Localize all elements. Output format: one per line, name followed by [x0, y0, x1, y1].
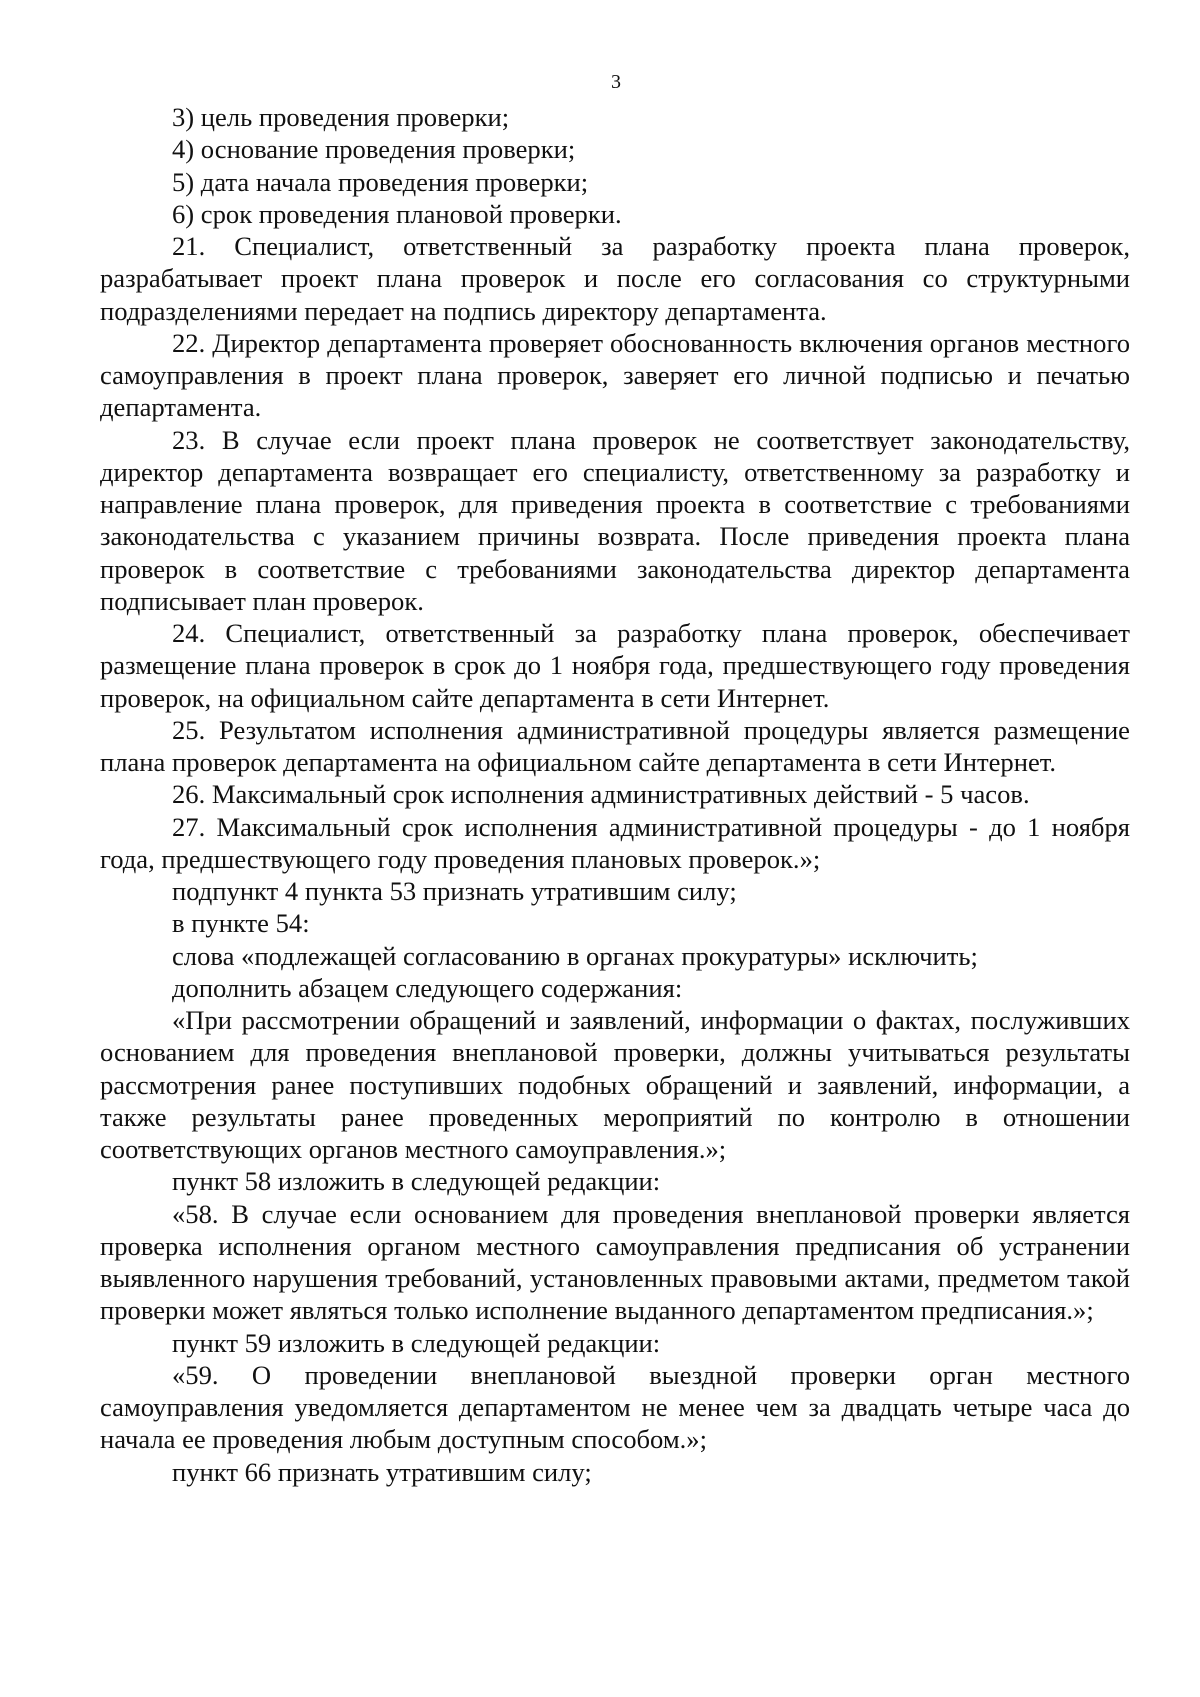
- paragraph: пункт 58 изложить в следующей редакции:: [172, 1166, 661, 1197]
- paragraph: «59. О проведении внеплановой выездной проверки орган местного самоуправления уведомляется департаментом не менее чем за двадцать четыре часа до начала ее проведения любым доступным способом.»;: [100, 1359, 1130, 1455]
- paragraph: 27. Максимальный срок исполнения административной процедуры - до 1 ноября года, предшествующего году проведения плановых проверок.»;: [100, 811, 1130, 874]
- paragraph: пункт 66 признать утратившим силу;: [172, 1456, 592, 1487]
- paragraph: 6) срок проведения плановой проверки.: [172, 198, 622, 229]
- paragraph: в пункте 54:: [172, 908, 310, 939]
- paragraph: 21. Специалист, ответственный за разработку проекта плана проверок, разрабатывает проект плана проверок и после его согласования со структурными подразделениями передает на подпись директору департамента.: [100, 231, 1130, 326]
- paragraph: «58. В случае если основанием для проведения внеплановой проверки является проверка исполнения органом местного самоуправления предписания об устранении выявленного нарушения требований, установленных правовыми актами, предметом такой проверки может являться только исполнение выданного департаментом предписания.»;: [100, 1198, 1130, 1326]
- page-number: 3: [611, 71, 621, 93]
- document-body: [100, 101, 1130, 1488]
- paragraph: 26. Максимальный срок исполнения административных действий - 5 часов.: [172, 779, 1030, 810]
- paragraph: «При рассмотрении обращений и заявлений, информации о фактах, послуживших основанием для проведения внеплановой проверки, должны учитываться результаты рассмотрения ранее поступивших подобных обращений и заявлений, информации, а также результаты ранее проведенных мероприятий по контролю в отношении соответствующих органов местного самоуправления.»;: [100, 1005, 1130, 1164]
- paragraph: 3) цель проведения проверки;: [172, 102, 510, 132]
- paragraph: 22. Директор департамента проверяет обоснованность включения органов местного самоуправления в проект плана проверок, заверяет его личной подписью и печатью департамента.: [100, 327, 1130, 423]
- paragraph: 23. В случае если проект плана проверок не соответствует законодательству, директор департамента возвращает его специалисту, ответственному за разработку и направление плана проверок, для приведения проекта в соответствие с требованиями законодательства с указанием причины возврата. После приведения проекта плана проверок в соответствие с требованиями законодательства директор департамента подписывает план проверок.: [100, 424, 1130, 616]
- paragraph: 24. Специалист, ответственный за разработку плана проверок, обеспечивает размещение плана проверок в срок до 1 ноября года, предшествующего году проведения проверок, на официальном сайте департамента в сети Интернет.: [100, 618, 1130, 713]
- paragraph: 5) дата начала проведения проверки;: [172, 166, 589, 197]
- paragraph: подпункт 4 пункта 53 признать утратившим силу;: [172, 876, 737, 906]
- paragraph: слова «подлежащей согласованию в органах прокуратуры» исключить;: [172, 940, 978, 971]
- paragraph: 25. Результатом исполнения административной процедуры является размещение плана проверок департамента на официальном сайте департамента в сети Интернет.: [100, 714, 1130, 777]
- paragraph: 4) основание проведения проверки;: [172, 134, 576, 165]
- paragraph: пункт 59 изложить в следующей редакции:: [172, 1327, 661, 1358]
- paragraph: дополнить абзацем следующего содержания:: [172, 972, 683, 1003]
